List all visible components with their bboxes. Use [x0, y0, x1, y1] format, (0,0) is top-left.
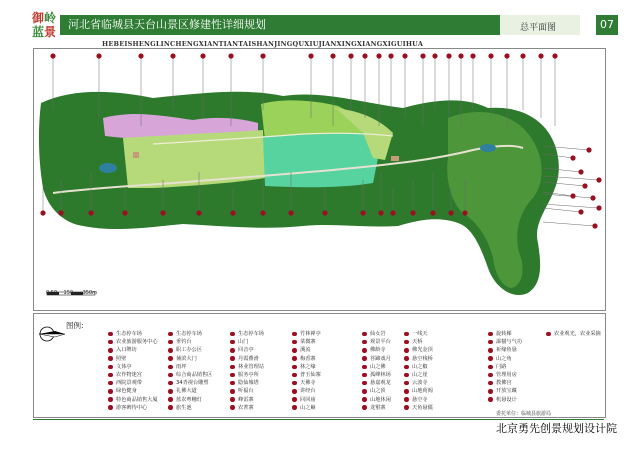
legend-marker-icon [292, 332, 297, 337]
legend-item [292, 404, 321, 412]
legend-label: 佛龄寺 [370, 347, 386, 354]
legend-marker-icon [108, 397, 113, 402]
legend-marker-icon [168, 405, 173, 410]
map-marker [446, 53, 451, 58]
map-marker [432, 53, 437, 58]
legend-item [488, 338, 522, 346]
legend-marker-icon [488, 356, 493, 361]
legend-marker-icon [488, 332, 493, 337]
legend-label: 梅香寨 [300, 355, 316, 362]
legend-item [230, 346, 264, 354]
legend-label: 礼佛大道 [176, 388, 197, 395]
legend-marker-icon [404, 397, 409, 402]
map-marker [378, 210, 383, 215]
legend-label: 农作物迷宫 [116, 371, 142, 378]
legend-marker-icon [230, 340, 235, 345]
legend-marker-icon [230, 381, 235, 386]
legend-item [108, 379, 158, 387]
legend-marker-icon [108, 389, 113, 394]
map-marker [58, 210, 63, 215]
legend-marker-icon [108, 373, 113, 378]
legend-item [168, 338, 212, 346]
legend-item [488, 330, 522, 338]
legend-item [292, 330, 321, 338]
legend-label: 悬空寺 [412, 396, 428, 403]
legend-marker-icon [168, 348, 173, 353]
legend-label: 天桥 [412, 339, 423, 346]
client-note: 委托单位：临城县旅游局 [496, 411, 552, 417]
legend-item [168, 355, 212, 363]
legend-marker-icon [168, 373, 173, 378]
legend-item [230, 330, 264, 338]
map-marker [570, 155, 575, 160]
legend-label: 山之巅 [300, 404, 316, 411]
map-marker [448, 210, 453, 215]
legend-label: 特色商品销售大厦 [116, 396, 158, 403]
legend-marker-icon [230, 405, 235, 410]
legend-marker-icon [292, 340, 297, 345]
legend-item [168, 371, 212, 379]
map-marker [230, 210, 235, 215]
legend-item [230, 338, 264, 346]
legend-marker-icon [404, 348, 409, 353]
legend-label: 山地荷阁 [412, 388, 433, 395]
legend-item [168, 330, 212, 338]
legend-label: 仙女岩 [370, 331, 386, 337]
legend-label: 祈缘鱼悬 [496, 347, 517, 354]
legend-marker-icon [168, 332, 173, 337]
scale-labels: 0 50 150 350m [46, 290, 98, 296]
legend-label: 农业观光，农业采摘 [554, 331, 601, 337]
legend-item [230, 404, 264, 412]
leader-line [543, 222, 595, 226]
legend-item [168, 346, 212, 354]
legend-marker-icon [230, 389, 235, 394]
legend-label: 雨坪 [176, 363, 187, 370]
legend-marker-icon [168, 397, 173, 402]
legend-column [488, 330, 522, 404]
legend-item [230, 363, 264, 371]
map-marker [520, 53, 525, 58]
legend-marker-icon [230, 332, 235, 337]
legend-column [168, 330, 212, 412]
legend-label: 闩路 [496, 363, 507, 370]
legend-marker-icon [230, 348, 235, 353]
map-marker [488, 53, 493, 58]
map-marker [504, 53, 509, 58]
legend-marker-icon [404, 405, 409, 410]
north-arrow-icon [37, 324, 67, 344]
legend-label: 林业管理站 [238, 363, 264, 370]
legend-marker-icon [404, 389, 409, 394]
legend-label: 山地休闲 [370, 396, 391, 403]
legend-item [404, 371, 433, 379]
legend-column [362, 330, 391, 412]
legend-label: 观景平台 [370, 339, 391, 346]
legend-marker-icon [292, 397, 297, 402]
legend-item [108, 346, 158, 354]
legend-item [362, 330, 391, 338]
map-marker [360, 210, 365, 215]
map-marker [458, 53, 463, 58]
legend-item [404, 363, 433, 371]
legend-label: 隐仙墟塔 [238, 380, 259, 387]
legend-label: 普玉仙寨 [300, 371, 321, 378]
legend-marker-icon [488, 348, 493, 353]
pinyin-title: HEBEISHENGLINCHENGXIANTIANTAISHANJINGQUXIUJIANXINGXIANGXIGUIHUA [102, 40, 424, 48]
legend-label: 回音亭 [238, 347, 254, 354]
legend-label: 天佛寺 [300, 380, 316, 387]
legend-marker-icon [404, 373, 409, 378]
legend-item [168, 387, 212, 395]
legend-marker-icon [108, 365, 113, 370]
legend-item [108, 371, 158, 379]
map-marker [308, 53, 313, 58]
legend-marker-icon [230, 397, 235, 402]
legend-item [230, 355, 264, 363]
legend-marker-icon [362, 389, 367, 394]
leader-line [543, 208, 581, 212]
company-name: 北京勇先创景规划设计院 [496, 422, 617, 435]
legend-item [292, 396, 321, 404]
map-marker [470, 53, 475, 58]
legend-item [230, 396, 264, 404]
legend-item [404, 396, 433, 404]
page-title: 河北省临城县天台山景区修建性详细规划 [68, 18, 266, 31]
legend-marker-icon [230, 356, 235, 361]
legend-label: 农菁寨 [238, 404, 254, 411]
legend-label: 蓝农粤穗灯 [176, 396, 202, 403]
legend-label: 瀑猫与气功 [496, 339, 522, 346]
logo: 御岭 蓝景 [31, 11, 57, 39]
legend-label: 山之椒 [412, 363, 428, 370]
legend-item [362, 338, 391, 346]
legend-marker-icon [108, 356, 113, 361]
legend-label: 天鱼悬僵 [412, 404, 433, 411]
legend-marker-icon [108, 381, 113, 386]
map-marker [330, 53, 335, 58]
legend-marker-icon [404, 356, 409, 361]
legend-item [362, 363, 391, 371]
legend-label: 文体亭 [116, 363, 132, 370]
legend-marker-icon [488, 389, 493, 394]
legend-label: 职工办公区 [176, 347, 202, 354]
legend-item [404, 330, 433, 338]
building [391, 156, 399, 161]
legend-label: 管理用房 [496, 371, 517, 378]
legend-item [404, 404, 433, 412]
legend-item [404, 355, 433, 363]
legend-label: 游客碑待中心 [116, 404, 148, 411]
legend-item [404, 346, 433, 354]
legend-marker-icon [362, 348, 367, 353]
legend-marker-icon [362, 365, 367, 370]
legend-label: 一线天 [412, 331, 428, 337]
legend-label: 照壁 [116, 355, 127, 362]
legend-marker-icon [168, 389, 173, 394]
section-title: 总平面图 [519, 23, 556, 33]
legend-item [108, 396, 158, 404]
legend-label: 龙壑寨 [370, 404, 386, 411]
legend-item [488, 396, 522, 404]
map-marker [40, 210, 45, 215]
pond [480, 144, 496, 152]
legend-marker-icon [488, 373, 493, 378]
legend-item [292, 387, 321, 395]
legend-label: 林之缘 [300, 363, 316, 370]
map-marker [570, 193, 575, 198]
legend-label: 溪流 [300, 347, 311, 354]
map-marker [596, 177, 601, 182]
map-marker [362, 53, 367, 58]
map-marker [260, 53, 265, 58]
legend-marker-icon [108, 340, 113, 345]
legend-label: 菜微寨 [300, 339, 316, 346]
lake [99, 163, 117, 173]
map-marker [122, 210, 127, 215]
legend-marker-icon [362, 356, 367, 361]
legend-marker-icon [488, 340, 493, 345]
legend-item [292, 363, 321, 371]
legend-marker-icon [362, 340, 367, 345]
map-marker [538, 53, 543, 58]
legend-marker-icon [362, 381, 367, 386]
legend-item [292, 379, 321, 387]
map-marker [260, 210, 265, 215]
legend-item [488, 379, 522, 387]
legend-item [168, 363, 212, 371]
legend-marker-icon [404, 381, 409, 386]
map-marker [200, 53, 205, 58]
map-marker [160, 210, 165, 215]
legend-marker-icon [292, 348, 297, 353]
legend-item [292, 338, 321, 346]
legend-marker-icon [292, 356, 297, 361]
map-marker [420, 53, 425, 58]
legend-column [230, 330, 264, 412]
legend-label: 蒹滨大门 [176, 355, 197, 362]
legend-item [168, 396, 212, 404]
map-marker [390, 210, 395, 215]
legend-label: 垂钓台 [176, 339, 192, 346]
legend-marker-icon [168, 340, 173, 345]
legend-item [546, 330, 601, 338]
legend-item [488, 355, 522, 363]
legend-label: 生态停车场 [116, 331, 142, 337]
legend-column [108, 330, 158, 412]
legend-label: 服务亭所 [238, 371, 259, 378]
legend-item [230, 387, 264, 395]
legend-label: 山之顶 [370, 388, 386, 395]
legend-label: 悬空栈桥 [412, 355, 433, 362]
map-marker [96, 53, 101, 58]
legend-marker-icon [488, 381, 493, 386]
legend-marker-icon [362, 405, 367, 410]
map-marker [578, 209, 583, 214]
legend-label: 山之崖 [412, 371, 428, 378]
master-plan-map [33, 48, 605, 310]
legend-label: 入口牌坊 [116, 347, 137, 354]
legend-marker-icon [292, 365, 297, 370]
legend-marker-icon [292, 389, 297, 394]
legend-column [404, 330, 433, 412]
map-marker [552, 53, 557, 58]
legend-item [108, 363, 158, 371]
legend-marker-icon [546, 332, 551, 337]
legend-label: 农业旅游服务中心 [116, 339, 158, 346]
legend-label: 竹林禅亭 [300, 331, 321, 337]
map-marker [322, 210, 327, 215]
map-marker [376, 53, 381, 58]
map-marker [410, 210, 415, 215]
map-marker [596, 205, 601, 210]
building [133, 152, 139, 158]
legend-label: 教佛宫 [496, 380, 512, 387]
legend-marker-icon [404, 340, 409, 345]
legend-item [362, 355, 391, 363]
legend-marker-icon [168, 365, 173, 370]
legend-marker-icon [404, 332, 409, 337]
map-marker [88, 210, 93, 215]
map-marker [402, 53, 407, 58]
legend-marker-icon [488, 397, 493, 402]
legend-item [362, 379, 391, 387]
legend-label: 菩蹄戏月 [370, 355, 391, 362]
legend-marker-icon [230, 365, 235, 370]
legend-item [404, 338, 433, 346]
legend-item [488, 363, 522, 371]
teal-zone [263, 133, 378, 187]
legend-label: 西院景观带 [116, 380, 142, 387]
legend-marker-icon [108, 332, 113, 337]
legend-column [546, 330, 601, 338]
map-marker [228, 53, 233, 58]
map-marker [462, 210, 467, 215]
legend-marker-icon [362, 373, 367, 378]
legend-marker-icon [292, 381, 297, 386]
map-marker [430, 210, 435, 215]
legend-marker-icon [108, 348, 113, 353]
legend-column [292, 330, 321, 412]
legend-marker-icon [488, 365, 493, 370]
legend-label: 听福台 [238, 388, 254, 395]
legend-marker-icon [168, 381, 173, 386]
legend-item [488, 371, 522, 379]
legend-item [404, 379, 433, 387]
legend-label: 生态停车场 [238, 331, 264, 337]
legend-item [108, 338, 158, 346]
map-marker [388, 53, 393, 58]
map-marker [586, 147, 591, 152]
legend-marker-icon [362, 332, 367, 337]
legend-item [168, 379, 212, 387]
legend-label: 机悬设计 [496, 396, 517, 403]
legend-marker-icon [362, 397, 367, 402]
legend-item [362, 404, 391, 412]
legend-label: 丹霞叠滑 [238, 355, 259, 362]
map-marker [196, 210, 201, 215]
legend-label: 山门 [238, 339, 249, 346]
legend-item [292, 355, 321, 363]
page-number: 07 [600, 18, 614, 31]
legend-item [168, 404, 212, 412]
legend-item [230, 379, 264, 387]
legend-label: 悬嘉观龙 [370, 380, 391, 387]
leader-line [543, 204, 599, 208]
legend-label: 回回庙 [300, 396, 316, 403]
legend-label: 佛光金顶 [412, 347, 433, 354]
legend-marker-icon [404, 365, 409, 370]
legend-item [362, 346, 391, 354]
legend-label: 峰雷寨 [238, 396, 254, 403]
legend-label: 34青视台雕塑 [176, 380, 209, 387]
legend-label: 旅生池 [176, 404, 192, 411]
legend-item [292, 346, 321, 354]
legend-item [292, 371, 321, 379]
legend-label: 讲经台 [300, 388, 316, 395]
legend-item [108, 330, 158, 338]
legend-label: 绿色健身 [116, 388, 137, 395]
map-marker [582, 183, 587, 188]
map-marker [590, 195, 595, 200]
legend-item [488, 387, 522, 395]
legend-label: 山之角 [496, 355, 512, 362]
legend-label: 孤峰林场 [370, 371, 391, 378]
legend-marker-icon [292, 373, 297, 378]
legend-marker-icon [230, 373, 235, 378]
legend-label: 旋转梯 [496, 331, 512, 337]
legend-item [488, 346, 522, 354]
legend-label: 生态停车场 [176, 331, 202, 337]
legend-item [108, 387, 158, 395]
map-marker [288, 210, 293, 215]
map-marker [50, 53, 55, 58]
map-marker [170, 53, 175, 58]
map-marker [578, 169, 583, 174]
legend-item [108, 404, 158, 412]
legend-marker-icon [108, 405, 113, 410]
legend-item [362, 387, 391, 395]
map-marker [348, 53, 353, 58]
legend-marker-icon [292, 405, 297, 410]
legend-marker-icon [168, 356, 173, 361]
legend-label: 云波寺 [412, 380, 428, 387]
legend-item [362, 371, 391, 379]
legend-label: 开放宝藏 [496, 388, 517, 395]
legend-item [108, 355, 158, 363]
legend-item [230, 371, 264, 379]
legend-label: 综合商品销售区 [176, 371, 213, 378]
legend-item [404, 387, 433, 395]
legend-item [362, 396, 391, 404]
legend-label: 山之佛 [370, 363, 386, 370]
map-marker [138, 53, 143, 58]
map-marker [592, 223, 597, 228]
legend-title: 图例: [66, 321, 84, 330]
